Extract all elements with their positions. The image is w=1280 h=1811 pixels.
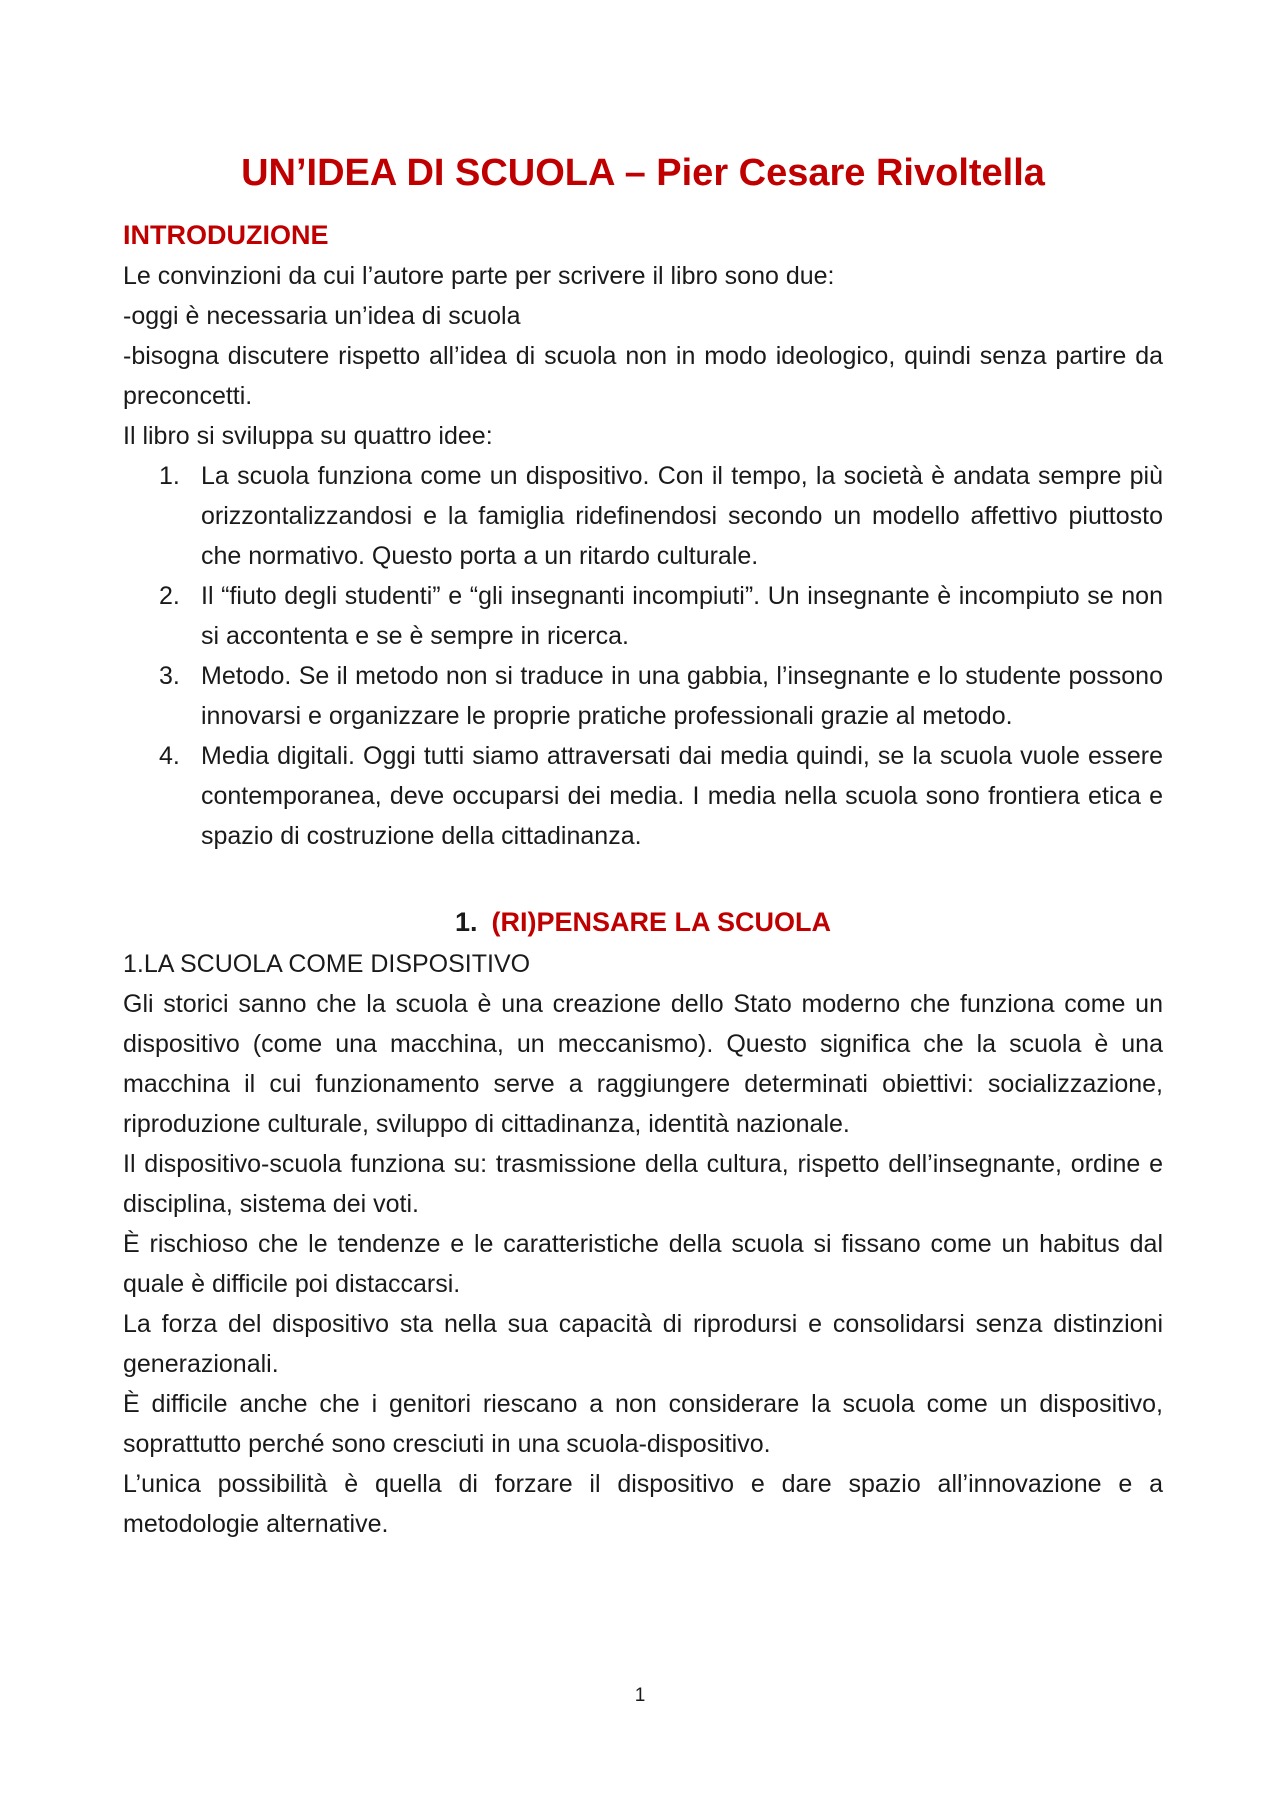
body-paragraph: È difficile anche che i genitori riescano a non considerare la scuola come un dispositivo, soprattutto perché sono cresciuti in una scuola-dispositivo.	[123, 1390, 1163, 1458]
document-title: UN’IDEA DI SCUOLA – Pier Cesare Rivoltella	[241, 152, 1045, 194]
body-paragraph: La forza del dispositivo sta nella sua capacità di riprodursi e consolidarsi senza distinzioni generazionali.	[123, 1310, 1163, 1378]
list-item	[123, 736, 1163, 856]
intro-line: Le convinzioni da cui l’autore parte per scrivere il libro sono due:	[123, 262, 835, 290]
chapter-heading	[123, 902, 1163, 942]
subsection-heading: 1.LA SCUOLA COME DISPOSITIVO	[123, 950, 531, 978]
list-item-number: 4.	[159, 742, 180, 770]
intro-line: Il libro si sviluppa su quattro idee:	[123, 422, 493, 450]
intro-line: -bisogna discutere rispetto all’idea di scuola non in modo ideologico, quindi senza partire da preconcetti.	[123, 342, 1163, 410]
list-item-text: La scuola funziona come un dispositivo. Con il tempo, la società è andata sempre più orizzontalizzandosi e la famiglia ridefinendosi secondo un modello affettivo piuttosto che normativo. Questo porta a un ritardo culturale.	[201, 462, 1163, 570]
list-item-text: Metodo. Se il metodo non si traduce in una gabbia, l’insegnante e lo studente possono innovarsi e organizzare le proprie pratiche professionali grazie al metodo.	[201, 662, 1163, 730]
list-item-number: 3.	[159, 662, 180, 690]
intro-line: -oggi è necessaria un’idea di scuola	[123, 302, 521, 330]
list-item-number: 2.	[159, 582, 180, 610]
list-item-number: 1.	[159, 462, 180, 490]
intro-heading: INTRODUZIONE	[123, 220, 329, 250]
list-item-text: Il “fiuto degli studenti” e “gli insegnanti incompiuti”. Un insegnante è incompiuto se non si accontenta e se è sempre in ricerca.	[201, 582, 1163, 650]
body-paragraph: Il dispositivo-scuola funziona su: trasmissione della cultura, rispetto dell’insegnante, ordine e disciplina, sistema dei voti.	[123, 1150, 1163, 1218]
ideas-list	[123, 456, 1163, 856]
page-number: 1	[634, 1685, 646, 1706]
list-item-text: Media digitali. Oggi tutti siamo attraversati dai media quindi, se la scuola vuole essere contemporanea, deve occuparsi dei media. I media nella scuola sono frontiera etica e spazio di costruzione della cittadinanza.	[201, 742, 1163, 850]
list-item	[123, 576, 1163, 656]
chapter-number: 1.	[454, 907, 478, 937]
body-paragraph: È rischioso che le tendenze e le caratteristiche della scuola si fissano come un habitus dal quale è difficile poi distaccarsi.	[123, 1230, 1163, 1298]
list-item	[123, 456, 1163, 576]
document-page	[123, 150, 1163, 1544]
body-paragraph: L’unica possibilità è quella di forzare il dispositivo e dare spazio all’innovazione e a metodologie alternative.	[123, 1470, 1163, 1538]
body-paragraph: Gli storici sanno che la scuola è una creazione dello Stato moderno che funziona come un dispositivo (come una macchina, un meccanismo). Questo significa che la scuola è una macchina il cui funzionamento serve a raggiungere determinati obiettivi: socializzazione, riproduzione culturale, sviluppo di cittadinanza, identità nazionale.	[123, 990, 1163, 1138]
chapter-title: (RI)PENSARE LA SCUOLA	[491, 907, 832, 937]
list-item	[123, 656, 1163, 736]
